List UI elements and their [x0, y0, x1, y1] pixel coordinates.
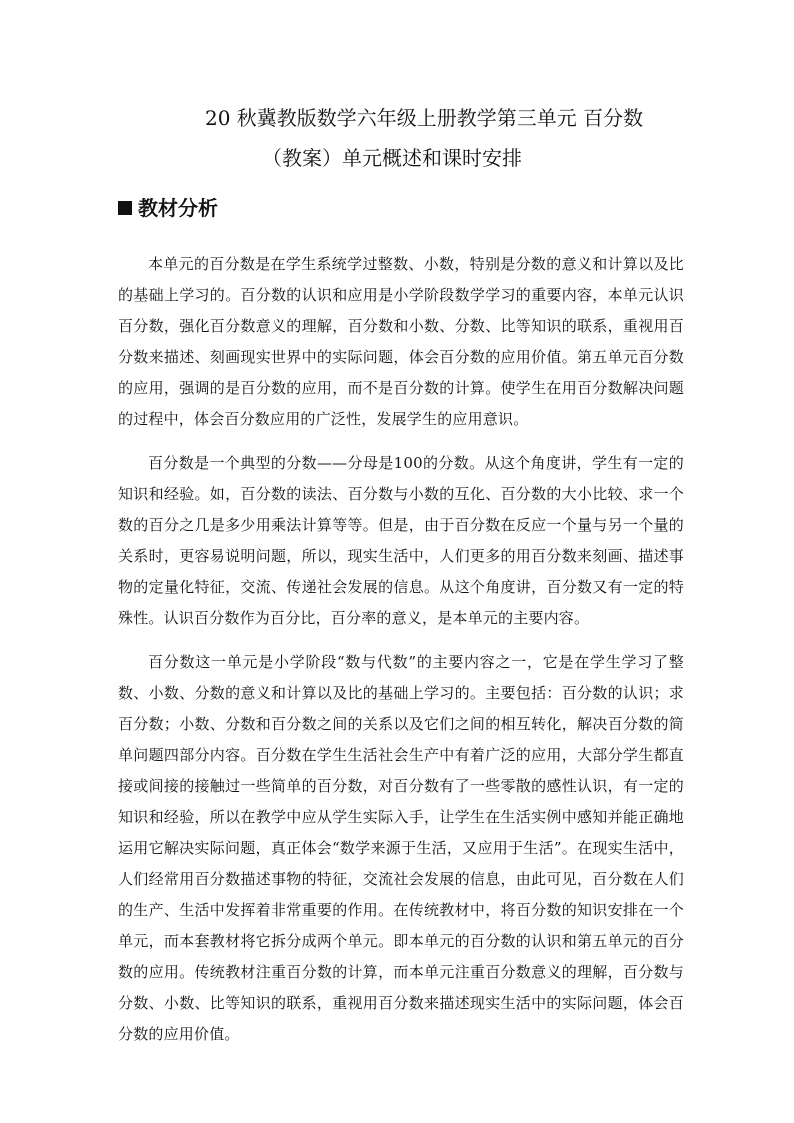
document-title-line-2: （教案）单元概述和课时安排: [262, 146, 522, 170]
section-heading: [118, 193, 218, 223]
section-heading-text: 教材分析: [138, 196, 218, 220]
paragraph-3: 百分数这一单元是小学阶段“数与代数”的主要内容之一，它是在学生学习了整数、小数、分数的意义和计算以及比的基础上学习的。主要包括：百分数的认识；求百分数；小数、分数和百分数之间的关系以及它们之间的相互转化，解决百分数的简单问题四部分内容。百分数在学生生活社会生产中有着广泛的应用，大部分学生都直接或间接的接触过一些简单的百分数，对百分数有了一些零散的感性认识，有一定的知识和经验，所以在教学中应从学生实际入手，让学生在生活实例中感知并能正确地运用它解决实际问题，真正体会“数学来源于生活，又应用于生活”。在现实生活中，人们经常用百分数描述事物的特征，交流社会发展的信息，由此可见，百分数在人们的生产、生活中发挥着非常重要的作用。在传统教材中，将百分数的知识安排在一个单元，而本套教材将它拆分成两个单元。即本单元的百分数的认识和第五单元的百分数的应用。传统教材注重百分数的计算，而本单元注重百分数意义的理解，百分数与分数、小数、比等知识的联系，重视用百分数来描述现实生活中的实际问题，体会百分数的应用价值。: [118, 653, 684, 1043]
paragraph-2: 百分数是一个典型的分数——分母是100的分数。从这个角度讲，学生有一定的知识和经验。如，百分数的读法、百分数与小数的互化、百分数的大小比较、求一个数的百分之几是多少用乘法计算等等。但是，由于百分数在反应一个量与另一个量的关系时，更容易说明问题，所以，现实生活中，人们更多的用百分数来刻画、描述事物的定量化特征，交流、传递社会发展的信息。从这个角度讲，百分数又有一定的特殊性。认识百分数作为百分比，百分率的意义，是本单元的主要内容。: [118, 454, 684, 627]
black-square-icon: [118, 201, 132, 215]
document-title-line-1: 20 秋冀教版数学六年级上册教学第三单元 百分数: [205, 106, 644, 130]
paragraph-1: 本单元的百分数是在学生系统学过整数、小数，特别是分数的意义和计算以及比的基础上学习的。百分数的认识和应用是小学阶段数学学习的重要内容，本单元认识百分数，强化百分数意义的理解，百分数和小数、分数、比等知识的联系，重视用百分数来描述、刻画现实世界中的实际问题，体会百分数的应用价值。第五单元百分数的应用，强调的是百分数的应用，而不是百分数的计算。使学生在用百分数解决问题的过程中，体会百分数应用的广泛性，发展学生的应用意识。: [118, 255, 684, 428]
